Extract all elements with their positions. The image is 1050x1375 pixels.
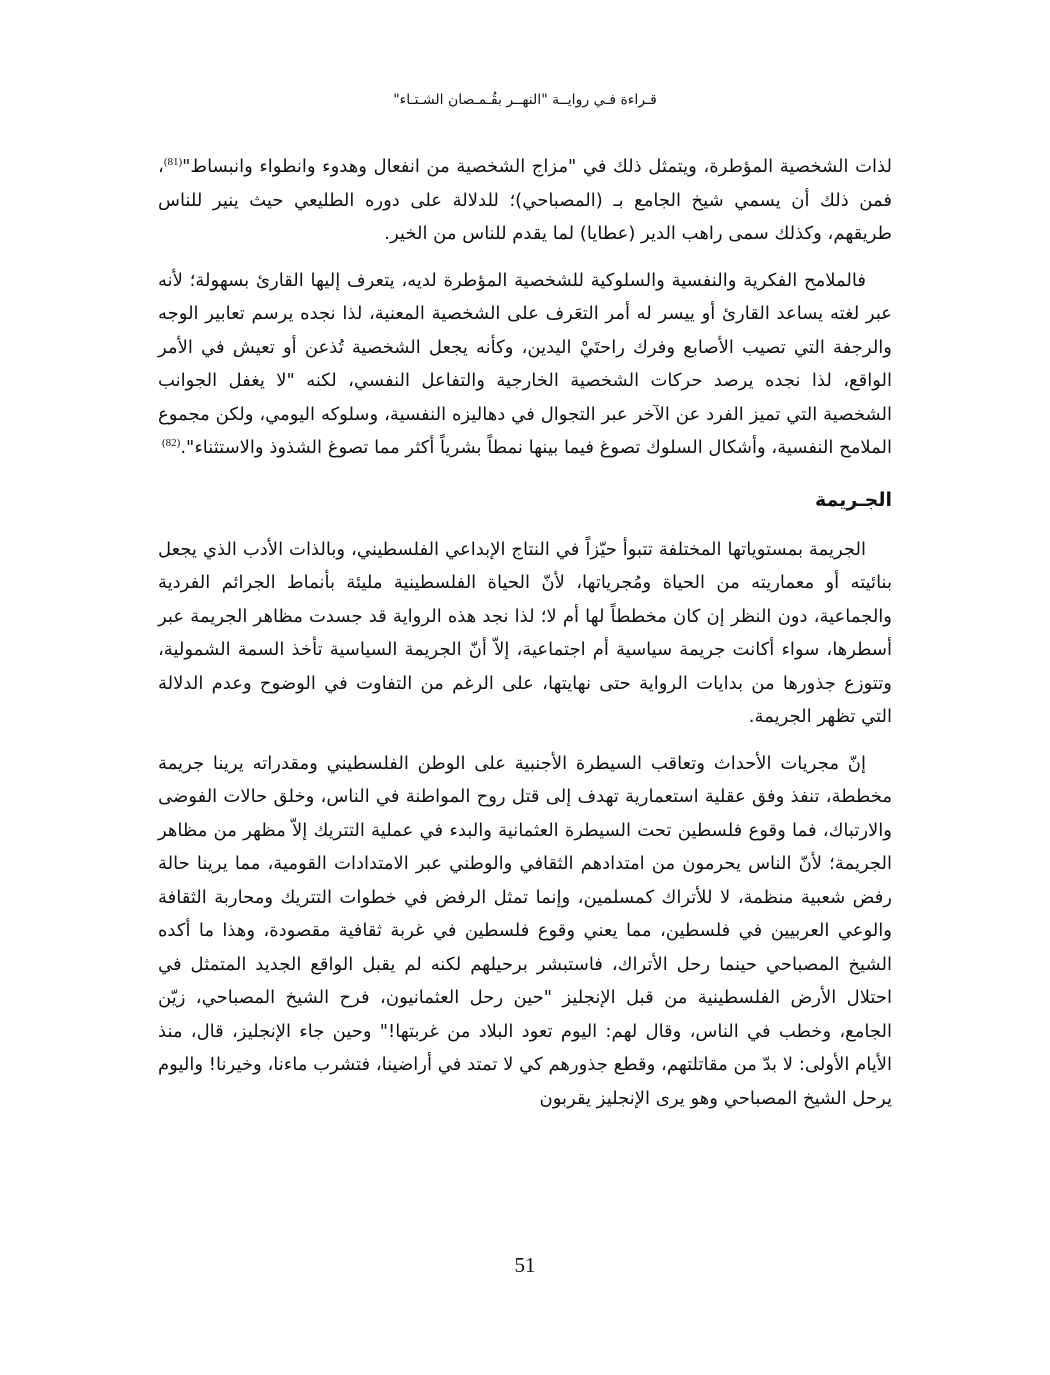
paragraph-text: لذات الشخصية المؤطرة، ويتمثل ذلك في "مزاج الشخصية من انفعال وهدوء وانطواء وانبساط": [182, 156, 892, 177]
footnote-ref-82[interactable]: (82): [161, 437, 181, 449]
paragraph-features: [158, 264, 892, 465]
body-text: [158, 150, 892, 1128]
paragraph-crime-events: إنّ مجريات الأحداث وتعاقب السيطرة الأجنبية على الوطن الفلسطيني ومقدراته يرينا جريمة مخططة، تنفذ وفق عقلية استعمارية تهدف إلى قتل روح المواطنة في الناس، وخلق حالات الفوضى والارتباك، فما وقوع فلسطين تحت السيطرة العثمانية والبدء في عملية التتريك إلاّ مظهر من مظاهر الجريمة؛ لأنّ الناس يحرمون من امتدادهم الثقافي والوطني عبر الامتدادات القومية، مما يرينا حالة رفض شعبية منظمة، لا للأتراك كمسلمين، وإنما تمثل الرفض في خطوات التتريك ومحاربة الثقافة والوعي العربيين في فلسطين، مما يعني وقوع فلسطين في غربة ثقافية مقصودة، وهذا ما أكده الشيخ المصباحي حينما رحل الأتراك، فاستبشر برحيلهم لكنه لم يقبل الواقع الجديد المتمثل في احتلال الأرض الفلسطينية من قبل الإنجليز "حين رحل العثمانيون، فرح الشيخ المصباحي، زيّن الجامع، وخطب في الناس، وقال لهم: اليوم تعود البلاد من غربتها!" وحين جاء الإنجليز، قال، منذ الأيام الأولى: لا بدّ من مقاتلتهم، وقطع جذورهم كي لا تمتد في أراضينا، فتشرب ماءنا، وخيرنا! واليوم يرحل الشيخ المصباحي وهو يرى الإنجليز يقربون: [158, 752, 892, 1109]
paragraph-text: فالملامح الفكرية والنفسية والسلوكية للشخصية المؤطرة لديه، يتعرف إليها القارئ بسهولة؛ لأنه عبر لغته يساعد القارئ أو ييسر له أمر التعَرف على الشخصية المعنية، لذا نجده يرسم تعابير الوجه والرجفة التي تصيب الأصابع وفرك راحتَيْ اليدين، وكأنه يجعل الشخصية تُذعن أو تعيش في الأمر الواقع، لذا نجده يرصد حركات الشخصية الخارجية والتفاعل النفسي، لكنه "لا يغفل الجوانب الشخصية التي تميز الفرد عن الآخر عبر التجوال في دهاليزه النفسية، وسلوكه اليومي، ولكن مجموع الملامح النفسية، وأشكال السلوك تصوغ فيما بينها نمطاً بشرياً أكثر مما تصوغ الشذوذ والاستثناء".: [158, 269, 892, 458]
paragraph-continuation: [158, 150, 892, 251]
page-number: 51: [514, 1253, 536, 1277]
paragraph-crime-intro: الجريمة بمستوياتها المختلفة تتبوأ حيّزاً في النتاج الإبداعي الفلسطيني، وبالذات الأدب الذي يجعل بنائيته أو معماريته من الحياة ومُجرياتها، لأنّ الحياة الفلسطينية مليئة بأنماط الجرائم الفردية والجماعية، دون النظر إن كان مخططاً لها أم لا؛ لذا نجد هذه الرواية قد جسدت مظاهر الجريمة عبر أسطرها، سواء أكانت جريمة سياسية أم اجتماعية، إلاّ أنّ الجريمة السياسية تأخذ السمة الشمولية، وتتوزع جذورها من بدايات الرواية حتى نهايتها، على الرغم من التفاوت في الوضوح وعدم الدلالة التي تظهر الجريمة.: [158, 538, 892, 727]
paragraph-text-after: ، فمن ذلك أن يسمي شيخ الجامع بـ (المصباحي)؛ للدلالة على دوره الطليعي حيث ينير للناس طريقهم، وكذلك سمى راهب الدير (عطايا) لما يقدم للناس من الخير.: [158, 156, 892, 244]
section-heading: الجـريمة: [814, 488, 892, 511]
running-header: قـراءة فـي روايــة "النهــر بقُـمـصان الشـتـاء": [393, 92, 657, 108]
footnote-ref-81[interactable]: (81): [163, 156, 183, 168]
